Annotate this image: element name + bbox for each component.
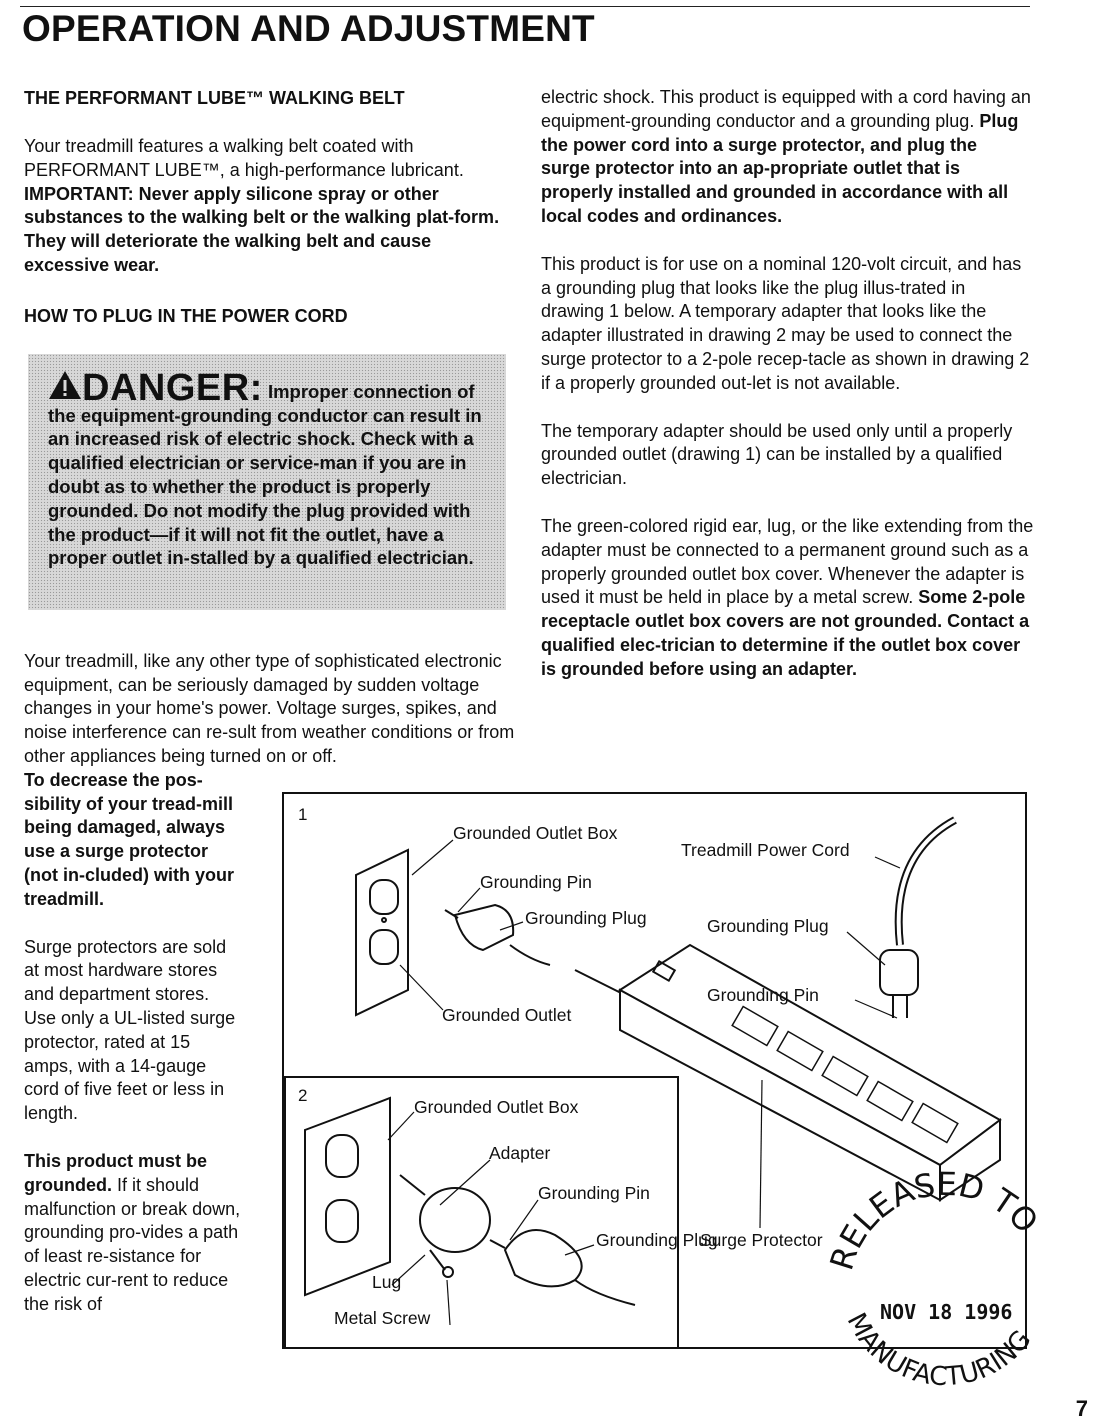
label-grounding-plug-1: Grounding Plug: [525, 908, 647, 928]
paragraph-circuit: This product is for use on a nominal 120-volt circuit, and has a grounding plug that looks like the plug illus-trated in drawing 1 below. A temporary adapter that looks like the adapter illustrated in drawing 2 may be used to connect the surge protector to a 2-pole recep-tacle as shown in drawing 2 if a properly grounded out-let is not available.: [541, 253, 1030, 393]
belt-warning: IMPORTANT: Never apply silicone spray or other substances to the walking belt or the walking plat-form. They will deteriorate the walking belt and cause excessive wear.: [24, 183, 500, 275]
shock-bold: Plug the power cord into a surge protector, and plug the surge protector into an ap-propriate outlet that is properly installed and grounded in accordance with all local codes and ordinances.: [541, 110, 1019, 226]
label-lug: Lug: [372, 1272, 402, 1292]
label-metal-screw: Metal Screw: [334, 1308, 431, 1328]
paragraph-surge-advice: To decrease the pos-sibility of your tread-mill being damaged, always use a surge protector (not in-cluded) with your treadmill.: [24, 769, 234, 909]
stamp-top-text: RELEASED TO: [822, 1164, 1046, 1275]
page-number: 7: [1075, 1396, 1088, 1421]
label-treadmill-power-cord: Treadmill Power Cord: [681, 840, 850, 860]
grounded-outlet-2: [305, 1098, 390, 1295]
lug-bold: Some 2-pole receptacle outlet box covers are not grounded. Contact a qualified elec-trician to determine if the outlet box cover is grounded before using an adapter.: [541, 587, 1030, 679]
treadmill-power-cord: [880, 820, 955, 1018]
stamp-bottom-text: MANUFACTURING: [840, 1308, 1038, 1393]
label-grounding-pin-2: Grounding Pin: [538, 1183, 650, 1203]
label-surge-protector: Surge Protector: [700, 1230, 823, 1250]
paragraph-surge-protectors: Surge protectors are sold at most hardware stores and department stores. Use only a UL-listed surge protector, rated at 15 amps, with a 14-gauge cord of five feet or less in length.: [24, 936, 236, 1124]
label-grounded-outlet: Grounded Outlet: [442, 1005, 572, 1025]
danger-label: DANGER:: [82, 366, 263, 409]
label-grounding-pin-1: Grounding Pin: [480, 872, 592, 892]
stamp-date: NOV 18 1996: [880, 1300, 1013, 1324]
grounding-bold: This product must be grounded.: [24, 1150, 208, 1195]
label-grounding-plug-cord: Grounding Plug: [707, 916, 829, 936]
grounding-text: If it should malfunction or break down, grounding pro-vides a path of least re-sistance for electric cur-rent to reduce the risk of: [24, 1174, 241, 1314]
label-grounded-outlet-box-2: Grounded Outlet Box: [414, 1097, 579, 1117]
paragraph-temporary-adapter: The temporary adapter should be used only until a properly grounded outlet (drawing 1) can be installed by a qualified electrician.: [541, 420, 1013, 489]
label-grounded-outlet-box-1: Grounded Outlet Box: [453, 823, 618, 843]
paragraph-voltage: Your treadmill, like any other type of sophisticated electronic equipment, can be seriously damaged by sudden voltage changes in your home's power. Voltage surges, spikes, and noise interference can re-sult from weather conditions or from other appliances being turned on or off.: [24, 650, 515, 766]
danger-text: Improper connection of the equipment-grounding conductor can result in an increased risk of electric shock. Check with a qualified electrician or service-man if you are in doubt as to whether the product is properly grounded. Do not modify the plug provided with the product—if it will not fit the outlet, have a proper outlet in-stalled by a qualified electrician.: [48, 380, 482, 569]
page-title: OPERATION AND ADJUSTMENT: [22, 8, 595, 49]
label-grounding-pin-cord: Grounding Pin: [707, 985, 819, 1005]
drawing-1-number: 1: [298, 805, 308, 824]
section-heading-power-cord: HOW TO PLUG IN THE POWER CORD: [24, 305, 348, 326]
shock-text: electric shock. This product is equipped with a cord having an equipment-grounding conductor and a grounding plug.: [541, 87, 1031, 131]
released-stamp: [820, 1160, 1060, 1420]
lug-text: The green-colored rigid ear, lug, or the like extending from the adapter must be connected to a permanent ground such as a properly grounded outlet box cover. Whenever the adapter is used it must be held in place by a metal screw.: [541, 515, 1034, 608]
label-grounding-plug-2: Grounding Plug: [596, 1230, 718, 1250]
belt-text: Your treadmill features a walking belt coated with PERFORMANT LUBE™, a high-performance lubricant.: [24, 136, 464, 180]
label-adapter: Adapter: [489, 1143, 551, 1163]
grounded-outlet-1: [356, 850, 408, 1015]
drawing-2-number: 2: [298, 1086, 308, 1105]
section-heading-walking-belt: THE PERFORMANT LUBE™ WALKING BELT: [24, 88, 405, 108]
